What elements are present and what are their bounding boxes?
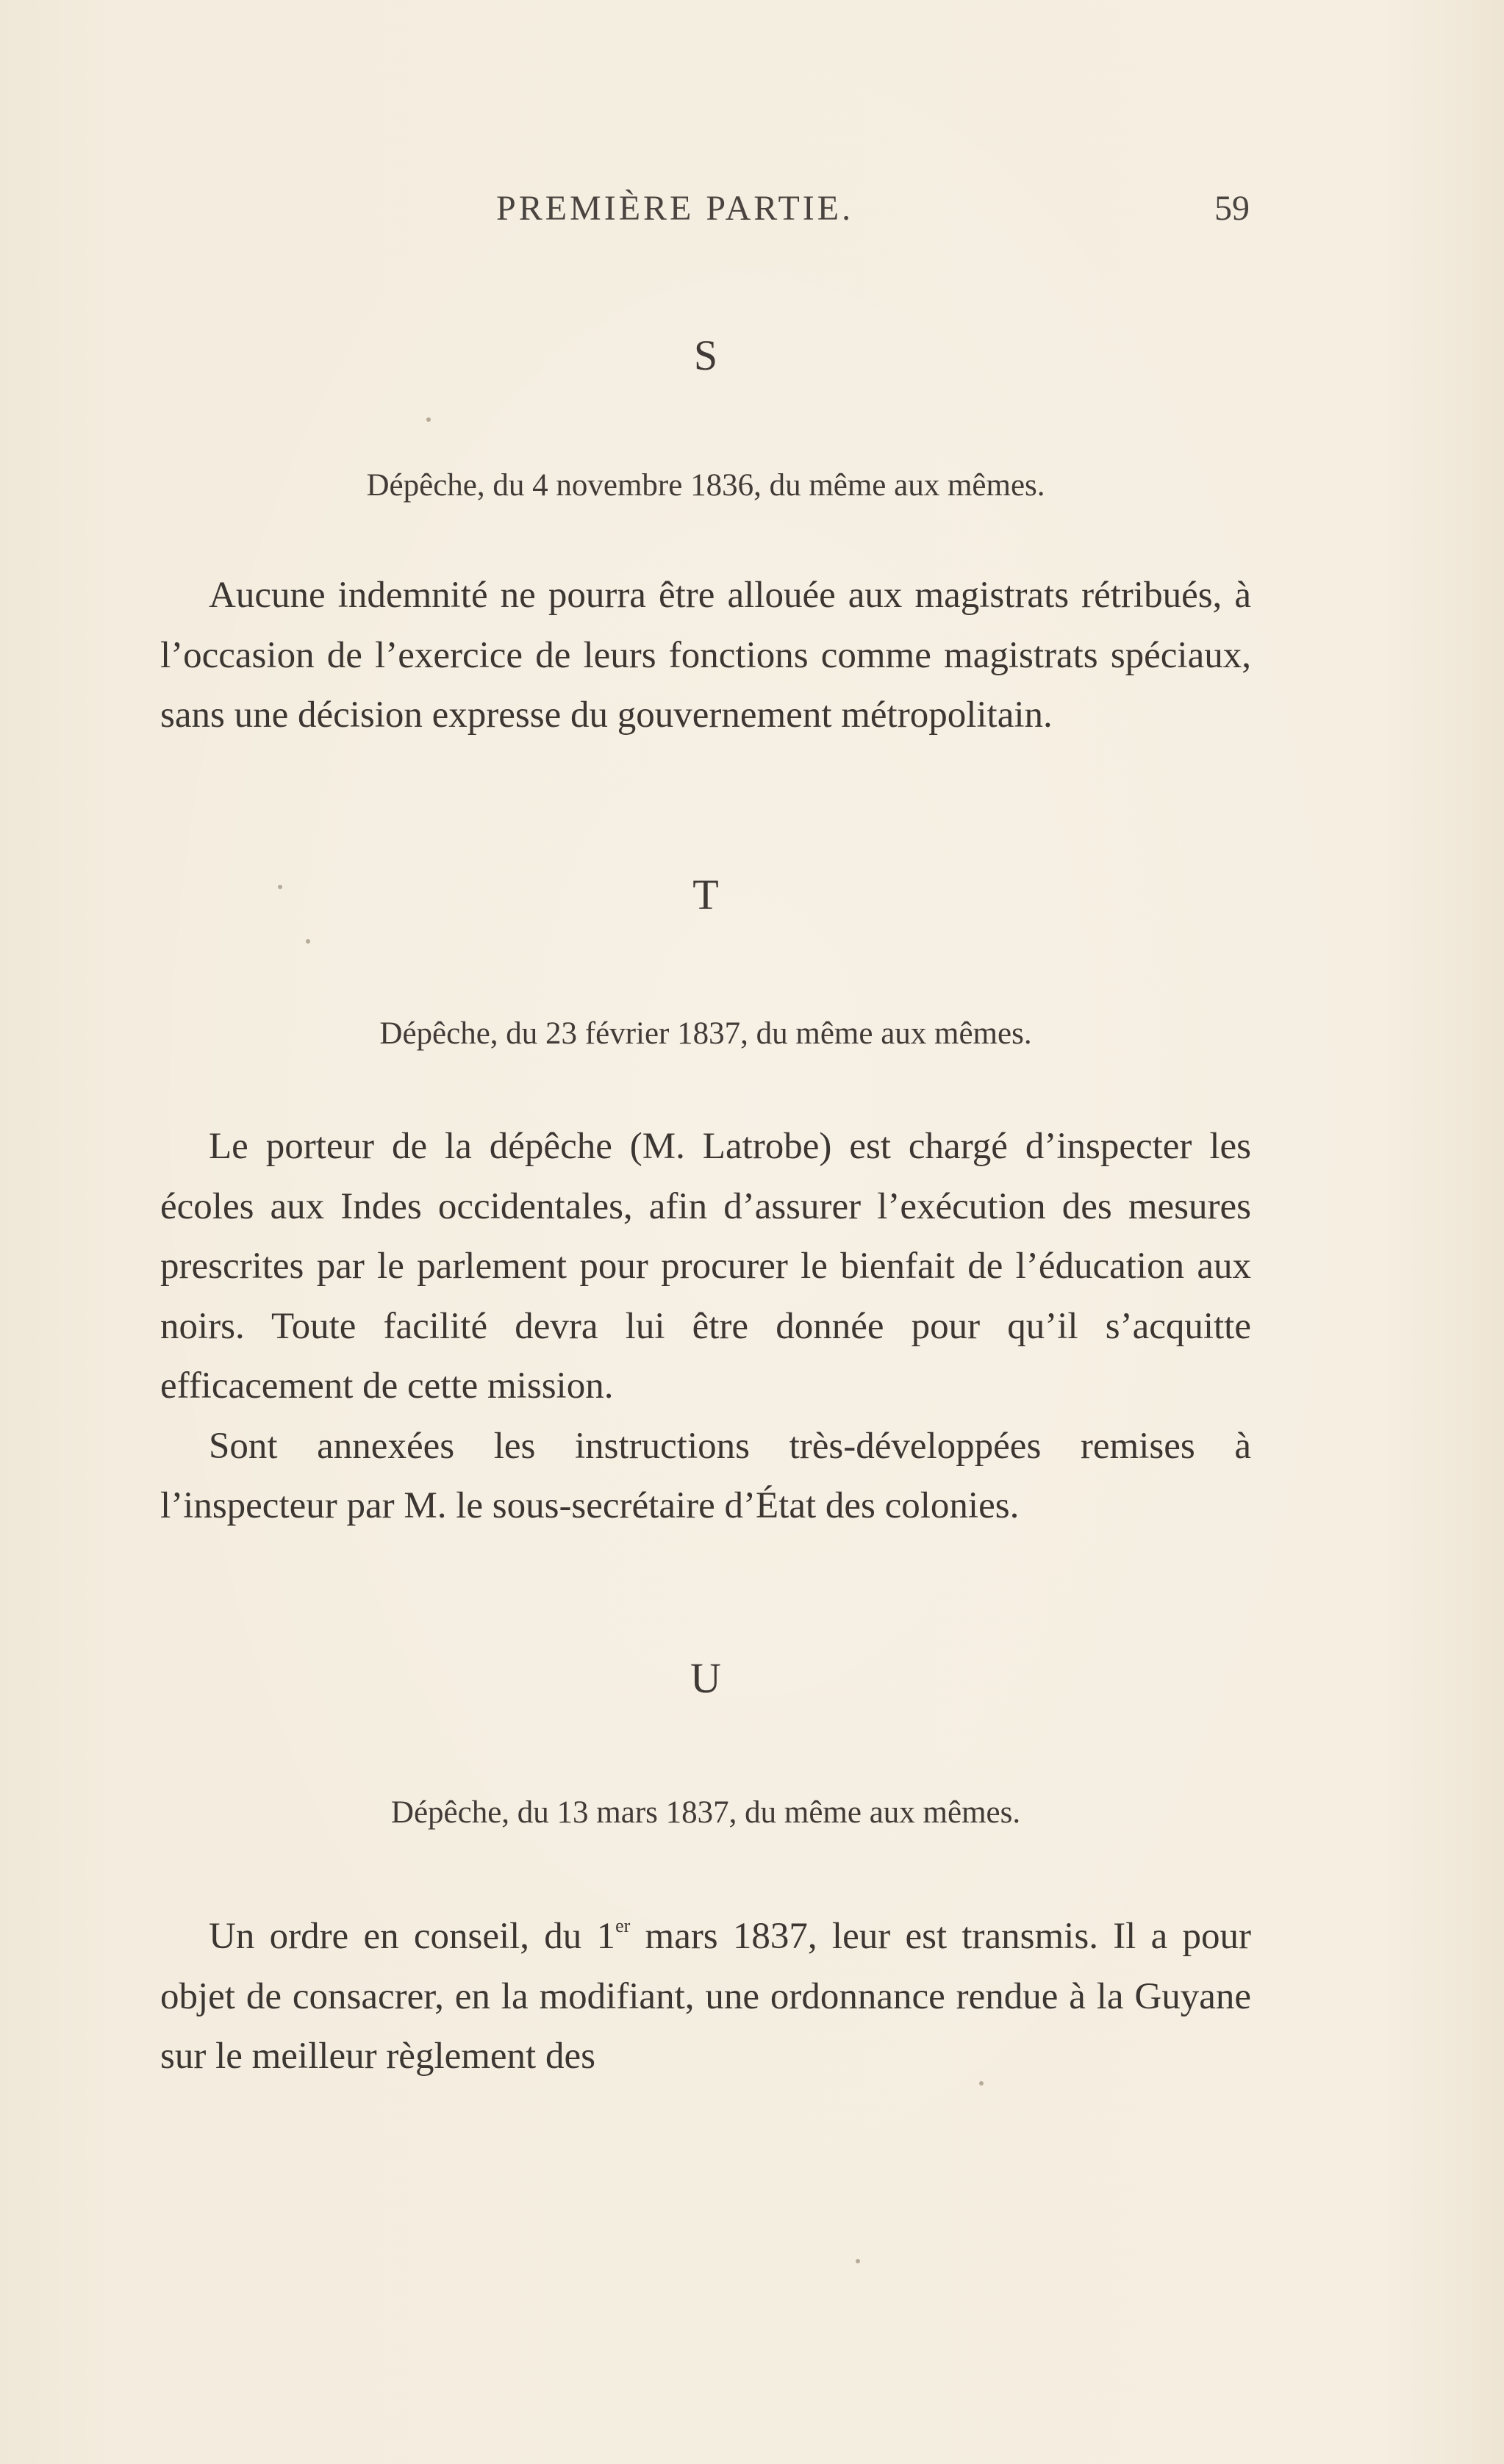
paper-speck [278,885,282,889]
section-u [160,1654,1251,2087]
paper-speck [426,417,431,422]
dispatch-heading: Dépêche, du 23 février 1837, du même aux mêmes. [379,1016,1032,1051]
running-title: PREMIÈRE PARTIE. [496,189,854,228]
section-s [160,331,1251,746]
paper-speck [856,2259,860,2263]
paragraph: Le porteur de la dépêche (M. Latrobe) est chargé d’inspecter les écoles aux Indes occidentales, afin d’assurer l’exécution des mesures prescrites par le parlement pour procurer le bienfait de l’éducation aux noirs. Toute facilité devra lui être donnée pour qu’il s’acquitte efficacement de cette mission. [160,1126,1251,1407]
paragraph: Sont annexées les instructions très-développées remises à l’inspecteur par M. le sous-secrétaire d’État des colonies. [160,1425,1251,1526]
paragraph-text: Un ordre en conseil, du 1 [209,1916,616,1957]
section-letter: T [692,871,719,919]
section-letter: U [690,1654,721,1702]
paper-speck [306,939,310,944]
dispatch-heading: Dépêche, du 4 novembre 1836, du même aux mêmes. [366,468,1045,503]
section-t [160,871,1251,1537]
ordinal-suffix: er [615,1915,631,1936]
running-head [162,188,1250,240]
paragraph [160,1896,1251,2087]
paragraph-text: mars 1837, leur est transmis. Il a pour objet de consacrer, en la modifiant, une ordonnance rendue à la Guyane sur le meilleur règlement des [160,1916,1251,2077]
section-letter: S [693,331,718,379]
page-number: 59 [1214,189,1250,228]
paper-speck [979,2081,984,2086]
dispatch-heading: Dépêche, du 13 mars 1837, du même aux mêmes. [390,1795,1021,1830]
paragraph: Aucune indemnité ne pourra être allouée aux magistrats rétribués, à l’occasion de l’exercice de leurs fonctions comme magistrats spéciaux, sans une décision expresse du gouvernement métropolitain. [160,575,1251,736]
